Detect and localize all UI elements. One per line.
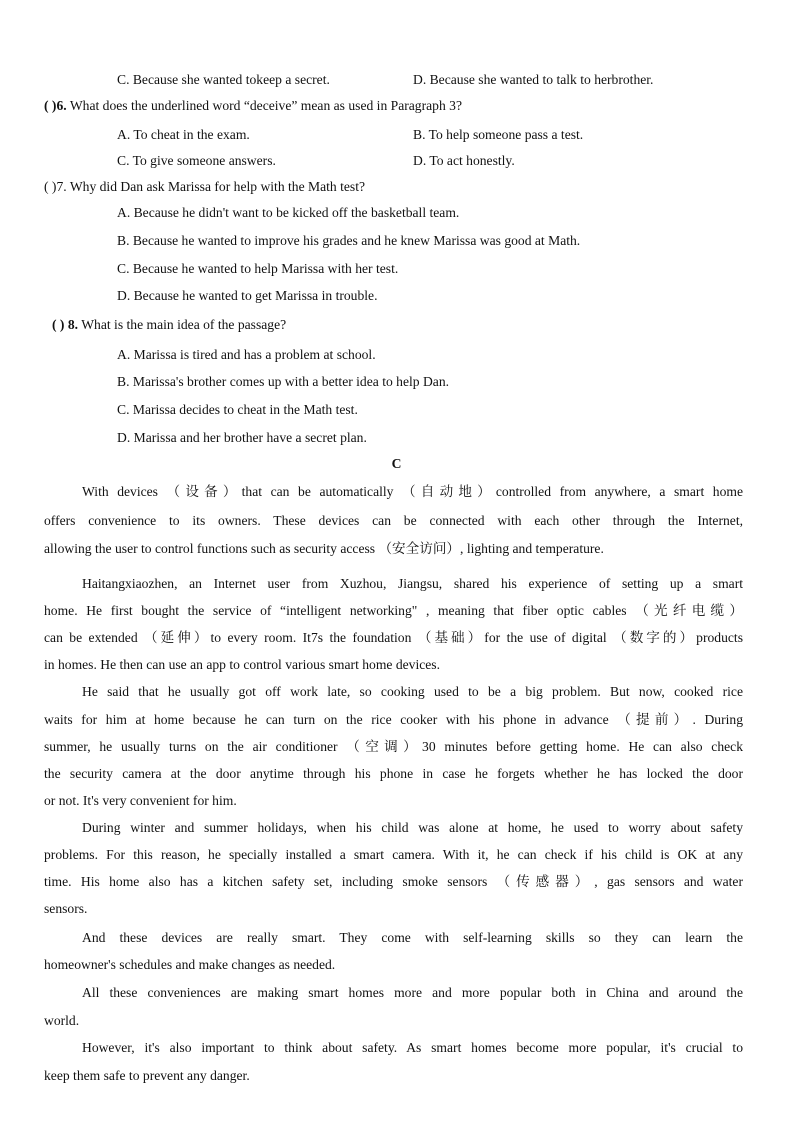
option-q5-c: C. Because she wanted tokeep a secret. <box>117 72 330 87</box>
passage-line: However, it's also important to think about safety. As smart homes become more popular, it's crucial to <box>82 1040 743 1055</box>
section-title: C <box>391 456 402 471</box>
passage-line: time. His home also has a kitchen safety set, including smoke sensors （传感器）, gas sensors and water <box>44 874 743 889</box>
passage-line: in homes. He then can use an app to control various smart home devices. <box>44 657 440 672</box>
option-q6-c: C. To give someone answers. <box>117 153 276 168</box>
passage-line: He said that he usually got off work late, so cooking used to be a big problem. But now, cooked rice <box>82 684 743 699</box>
question-7-number: ( )7. <box>44 179 67 194</box>
option-q7-b: B. Because he wanted to improve his grades and he knew Marissa was good at Math. <box>117 233 581 248</box>
question-6-text: What does the underlined word “deceive” mean as used in Paragraph 3? <box>69 98 462 113</box>
question-6 <box>44 98 462 114</box>
option-q7-c: C. Because he wanted to help Marissa with her test. <box>117 261 399 276</box>
option-q8-b: B. Marissa's brother comes up with a better idea to help Dan. <box>117 374 450 389</box>
option-q7-a: A. Because he didn't want to be kicked off the basketball team. <box>117 205 460 220</box>
passage-line: homeowner's schedules and make changes as needed. <box>44 957 336 972</box>
passage-line: Haitangxiaozhen, an Internet user from Xuzhou, Jiangsu, shared his experience of setting up a smart <box>82 576 743 591</box>
passage-line: All these conveniences are making smart homes more and more popular both in China and around the <box>82 985 743 1000</box>
question-8-text: What is the main idea of the passage? <box>81 317 287 332</box>
option-q6-b: B. To help someone pass a test. <box>413 127 584 142</box>
passage-line: world. <box>44 1013 80 1028</box>
passage-line: offers convenience to its owners. These devices can be connected with each other through the Internet, <box>44 513 743 528</box>
passage-line: summer, he usually turns on the air conditioner （空调）30 minutes before getting home. He can also check <box>44 739 743 754</box>
passage-line: or not. It's very convenient for him. <box>44 793 237 808</box>
passage-line: problems. For this reason, he specially installed a smart camera. With it, he can check if his child is OK at any <box>44 847 743 862</box>
question-6-number: ( )6. <box>44 98 67 113</box>
option-q8-d: D. Marissa and her brother have a secret plan. <box>117 430 367 445</box>
question-7 <box>44 179 365 195</box>
passage-line: sensors. <box>44 901 88 916</box>
option-q6-d: D. To act honestly. <box>413 153 515 168</box>
passage-line: waits for him at home because he can turn on the rice cooker with his phone in advance （提前）. During <box>44 712 743 727</box>
passage-line: keep them safe to prevent any danger. <box>44 1068 250 1083</box>
passage-line: can be extended （延伸）to every room. It7s the foundation （基础）for the use of digital （数字的）products <box>44 630 743 645</box>
option-q8-c: C. Marissa decides to cheat in the Math test. <box>117 402 358 417</box>
question-8-number: ( ) 8. <box>52 317 79 332</box>
option-q8-a: A. Marissa is tired and has a problem at school. <box>117 347 376 362</box>
passage-line: home. He first bought the service of “intelligent networking" , meaning that fiber optic cables （光纤电缆） <box>44 603 743 618</box>
question-7-text: Why did Dan ask Marissa for help with the Math test? <box>69 179 366 194</box>
passage-line: allowing the user to control functions such as security access （安全访问）, lighting and temperature. <box>44 541 604 556</box>
passage-line: With devices （设备）that can be automatically （自动地）controlled from anywhere, a smart home <box>82 484 743 499</box>
option-q7-d: D. Because he wanted to get Marissa in trouble. <box>117 288 378 303</box>
passage-line: the security camera at the door anytime through his phone in case he forgets whether he has locked the door <box>44 766 743 781</box>
option-q6-a: A. To cheat in the exam. <box>117 127 250 142</box>
question-8 <box>52 317 286 333</box>
option-q5-d: D. Because she wanted to talk to herbrother. <box>413 72 654 87</box>
passage-line: And these devices are really smart. They come with self-learning skills so they can learn the <box>82 930 743 945</box>
passage-line: During winter and summer holidays, when his child was alone at home, he used to worry about safety <box>82 820 743 835</box>
